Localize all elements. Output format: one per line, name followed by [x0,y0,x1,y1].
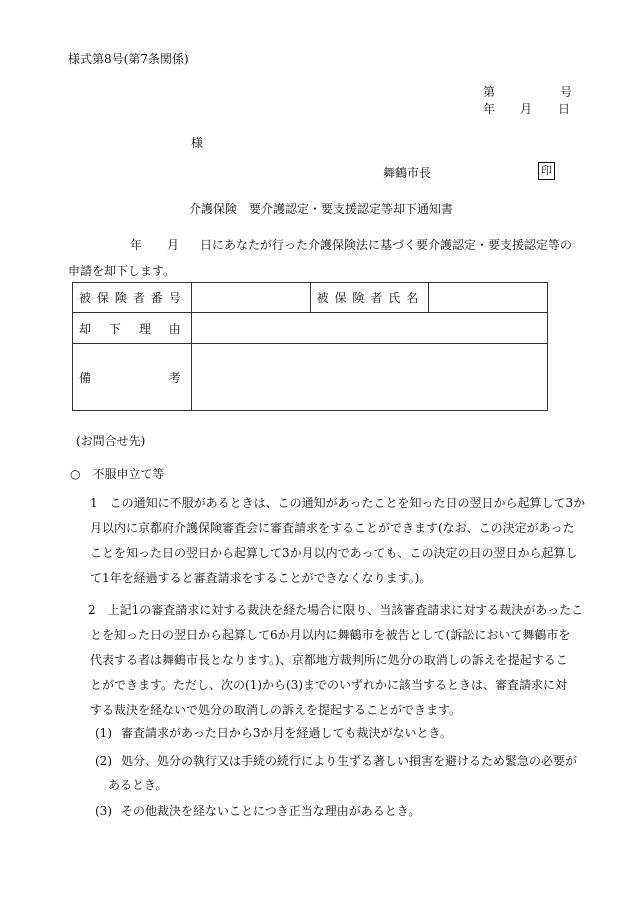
subitem-text: 処分、処分の執行又は手続の続行により生ずる著しい損害を避けるため緊急の必要が [121,754,578,768]
addressee-suffix: 様 [191,136,204,150]
date-year-label: 年 [483,102,496,116]
issuer-name: 舞鶴市長 [383,166,432,180]
appeal-para1-line3: ことを知った日の翌日から起算して3か月以内であっても、この決定の日の翌日から起算し [90,546,578,560]
insured-name-field[interactable] [429,283,548,313]
appeal-heading: ○ 不服申立て等 [70,467,165,481]
appeal-subitem-1 [95,724,452,741]
lead-month-label: 月 [167,238,180,252]
appeal-para1-line4: て1年を経過すると審査請求をすることができなくなります。)。 [90,571,432,585]
form-number: 様式第8号(第7条関係) [68,52,189,66]
appeal-para2-line3: 代表する者は舞鶴市長となります。)、京都地方裁判所に処分の取消しの訴えを提起するこ [90,653,568,667]
remarks-label [73,344,192,411]
insured-number-label [73,283,192,313]
lead-text-line2: 申請を却下します。 [68,264,176,278]
remarks-field[interactable] [191,344,547,411]
appeal-para1-line1: 1 この通知に不服があるときは、この通知があったことを知った日の翌日から起算して3か [90,496,586,510]
subitem-number: (2) [95,754,112,768]
remarks-label-text: 備 考 [79,370,181,385]
subitem-number: (1) [95,726,112,740]
appeal-subitem-2-continued: あるとき。 [108,778,168,792]
lead-text: 日にあなたが行った介護保険法に基づく要介護認定・要支援認定等の [200,238,573,252]
insured-number-label-text: 被 保 険 者 番 号 [79,291,181,305]
seal-mark: 印 [538,162,555,180]
insured-name-label [310,283,429,313]
appeal-para2-line1: 2 上記1の審査請求に対する裁決を経た場合に限り、当該審査請求に対する裁決があったこ [88,603,584,617]
appeal-para2-line4: とができます。ただし、次の(1)から(3)までのいずれかに該当するときは、審査請求に対 [90,678,568,692]
doc-number-prefix: 第 [483,85,496,99]
appeal-para2-line2: とを知った日の翌日から起算して6か月以内に舞鶴市を被告として(訴訟において舞鶴市を [90,628,571,642]
inquiry-heading: (お問合せ先) [76,434,146,448]
appeal-subitem-2 [95,752,577,769]
table-row [73,283,548,313]
reason-label-text: 却 下 理 由 [79,321,181,336]
insured-name-label-text: 被 保 険 者 氏 名 [316,291,419,305]
subitem-text: 審査請求があった日から3か月を経過しても裁決がないとき。 [121,726,453,740]
table-row [73,313,548,344]
reason-field[interactable] [191,313,547,344]
document-title: 介護保険 要介護認定・要支援認定等却下通知書 [189,202,454,216]
date-month-label: 月 [520,102,533,116]
subitem-number: (3) [95,804,112,818]
insured-number-field[interactable] [191,283,310,313]
appeal-para2-line5: する裁決を経ないで処分の取消しの訴えを提起することができます。 [90,703,462,717]
doc-number-suffix: 号 [560,85,573,99]
info-table [72,282,548,411]
appeal-subitem-3 [95,802,420,819]
subitem-text: その他裁決を経ないことにつき正当な理由があるとき。 [121,804,421,818]
appeal-para1-line2: 月以内に京都府介護保険審査会に審査請求をすることができます(なお、この決定があった [90,521,575,535]
lead-year-label: 年 [130,238,143,252]
date-day-label: 日 [558,102,571,116]
table-row [73,344,548,411]
reason-label [73,313,192,344]
